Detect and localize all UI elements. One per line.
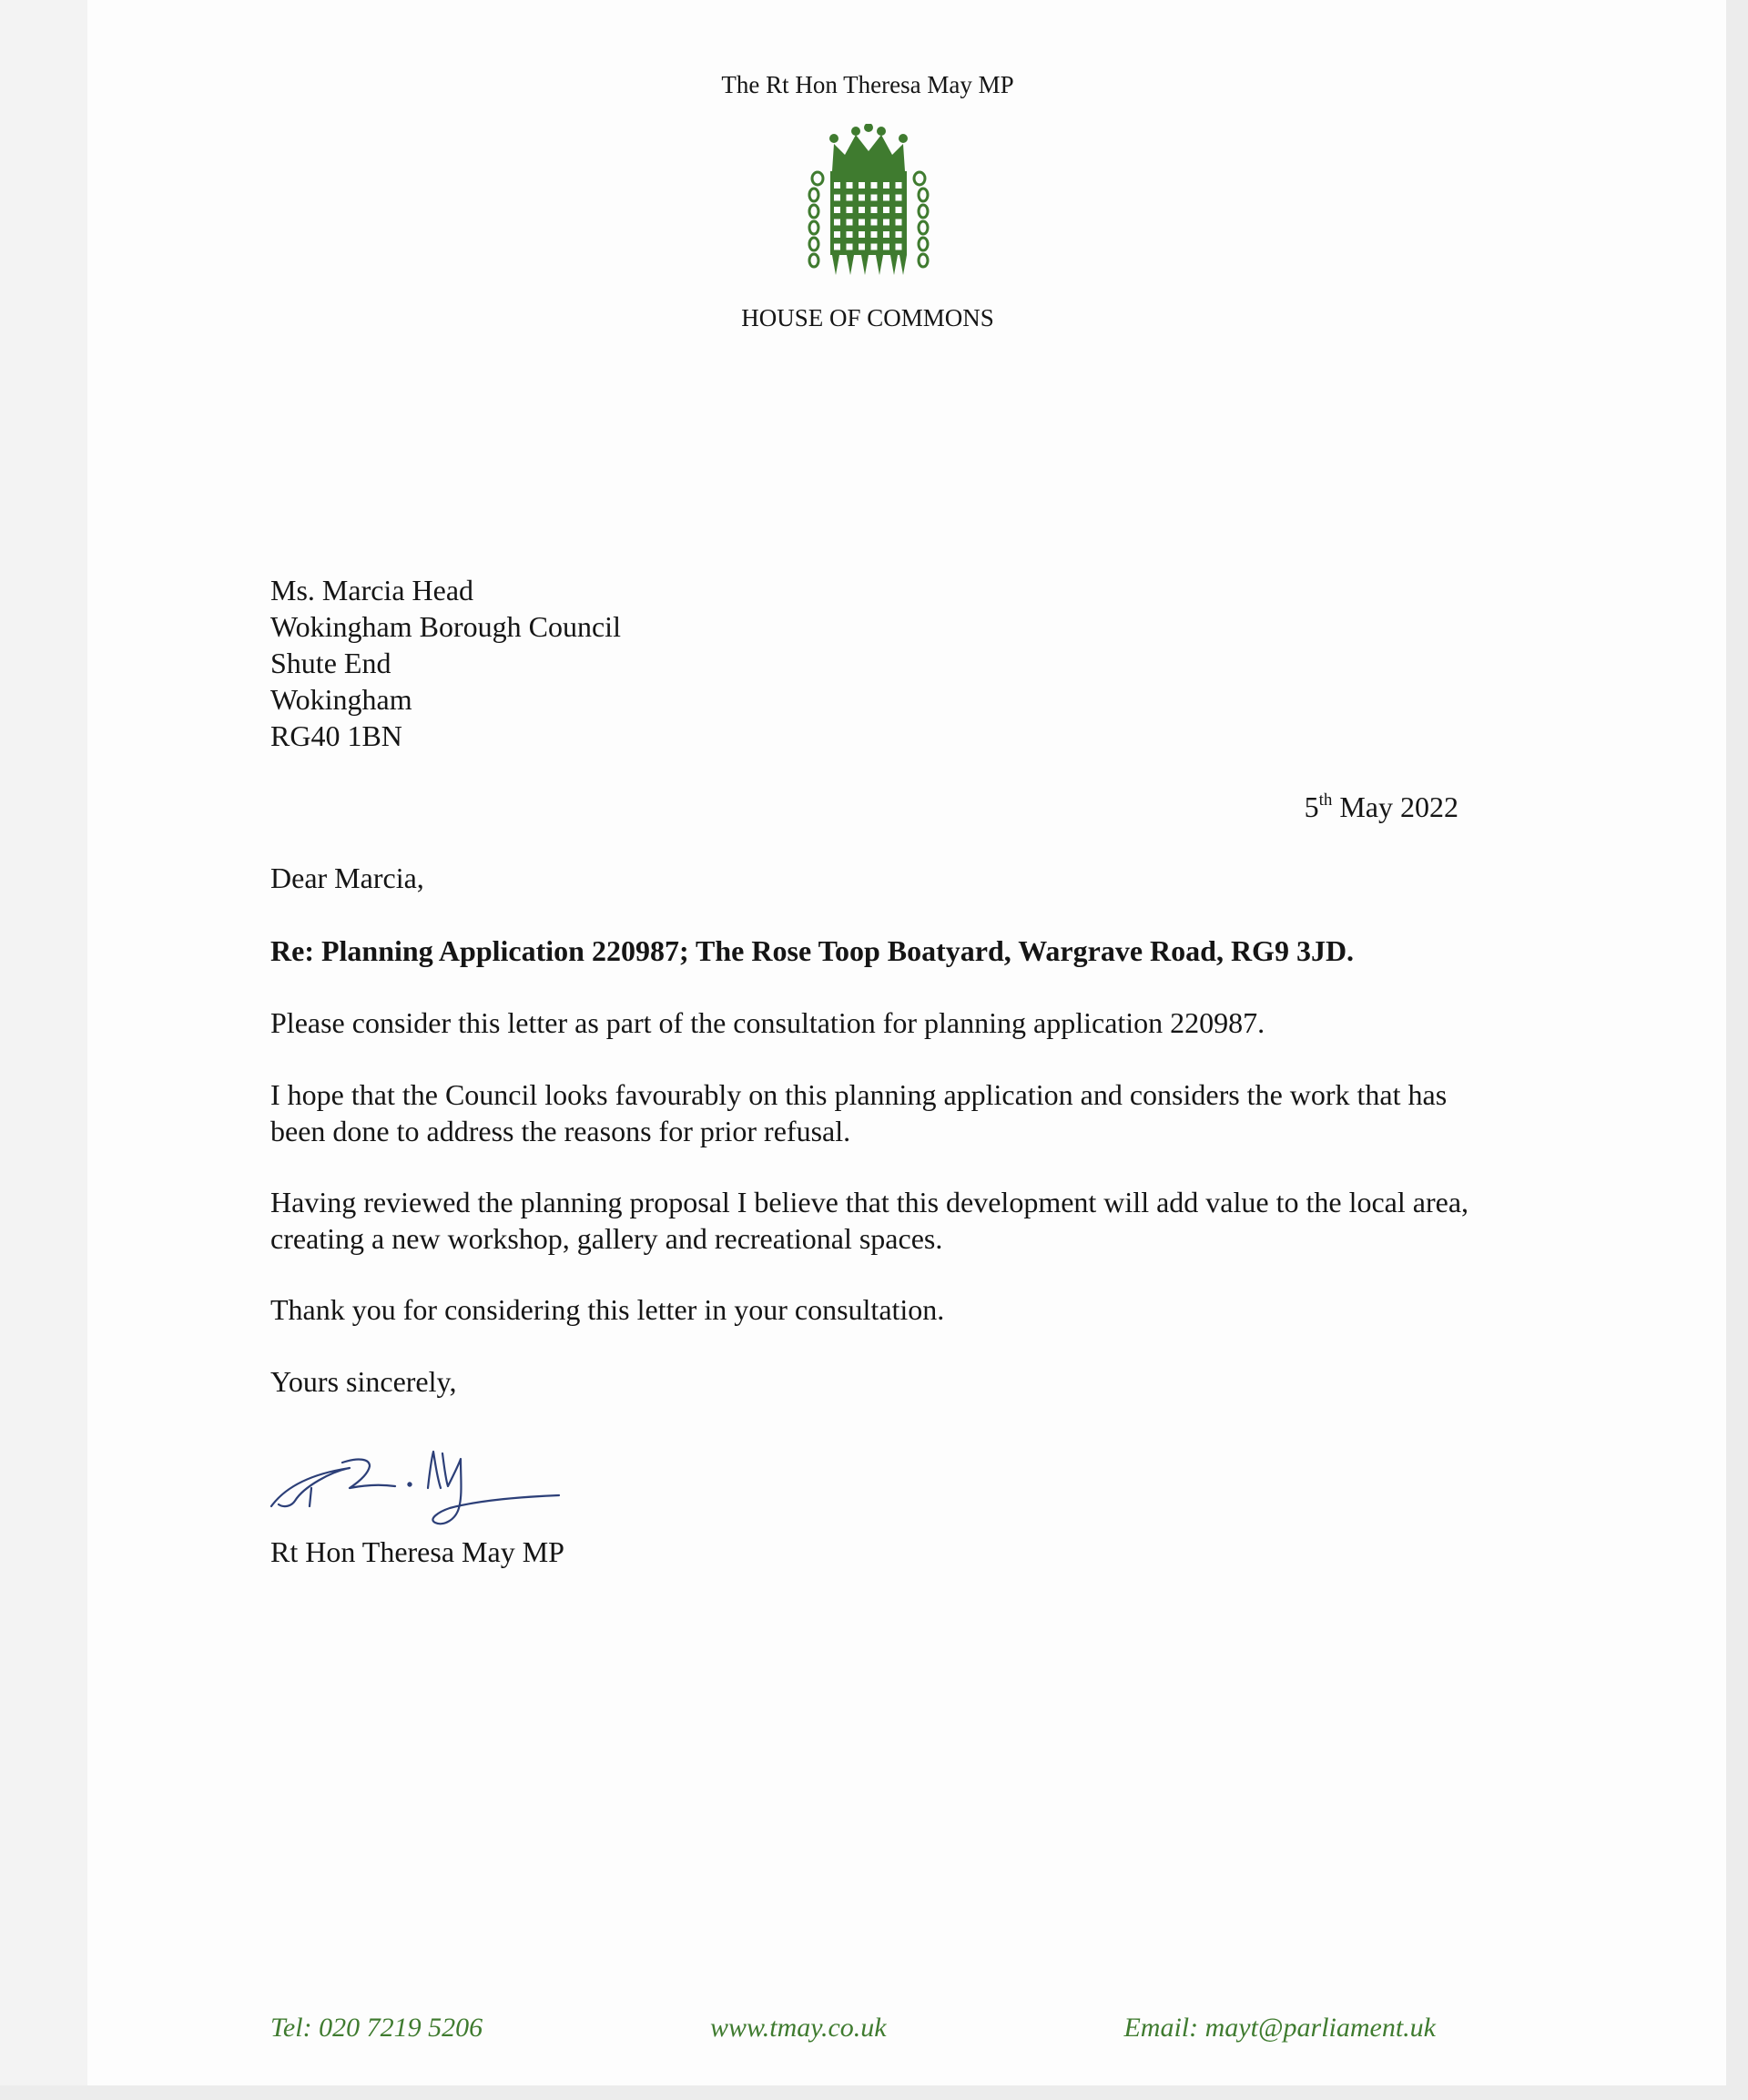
portcullis-crest-icon <box>801 124 936 277</box>
date-day: 5 <box>1304 790 1319 823</box>
signatory-name: Rt Hon Theresa May MP <box>270 1535 564 1568</box>
letter-date <box>1305 789 1458 825</box>
recipient-address <box>270 572 621 754</box>
footer-email-link[interactable]: Email: mayt@parliament.uk <box>1123 2013 1436 2043</box>
date-suffix: th <box>1318 790 1333 810</box>
address-line: Wokingham <box>270 683 412 716</box>
page-edge-bottom <box>0 2085 1748 2100</box>
body-paragraph: I hope that the Council looks favourably on this planning application and considers the work that has been done to address the reasons for prior refusal. <box>270 1078 1448 1147</box>
address-line: RG40 1BN <box>270 719 402 752</box>
closing: Yours sincerely, <box>270 1365 457 1398</box>
address-line: Wokingham Borough Council <box>270 610 621 643</box>
institution-name: HOUSE OF COMMONS <box>741 304 994 331</box>
body-paragraph: Please consider this letter as part of the consultation for planning application 220987. <box>270 1006 1265 1039</box>
salutation: Dear Marcia, <box>270 861 424 894</box>
address-line: Ms. Marcia Head <box>270 574 474 607</box>
body-paragraph: Having reviewed the planning proposal I believe that this development will add value to the local area, creating a new workshop, gallery and recreational spaces. <box>270 1186 1469 1255</box>
date-month-year: May 2022 <box>1332 790 1458 823</box>
address-line: Shute End <box>270 647 391 679</box>
footer-telephone: Tel: 020 7219 5206 <box>270 2013 483 2043</box>
subject-line: Re: Planning Application 220987; The Rose Toop Boatyard, Wargrave Road, RG9 3JD. <box>270 934 1355 967</box>
footer-website-link[interactable]: www.tmay.co.uk <box>710 2013 887 2043</box>
sender-title: The Rt Hon Theresa May MP <box>721 71 1014 98</box>
handwritten-signature-icon <box>268 1432 568 1532</box>
body-paragraph: Thank you for considering this letter in your consultation. <box>270 1293 945 1326</box>
